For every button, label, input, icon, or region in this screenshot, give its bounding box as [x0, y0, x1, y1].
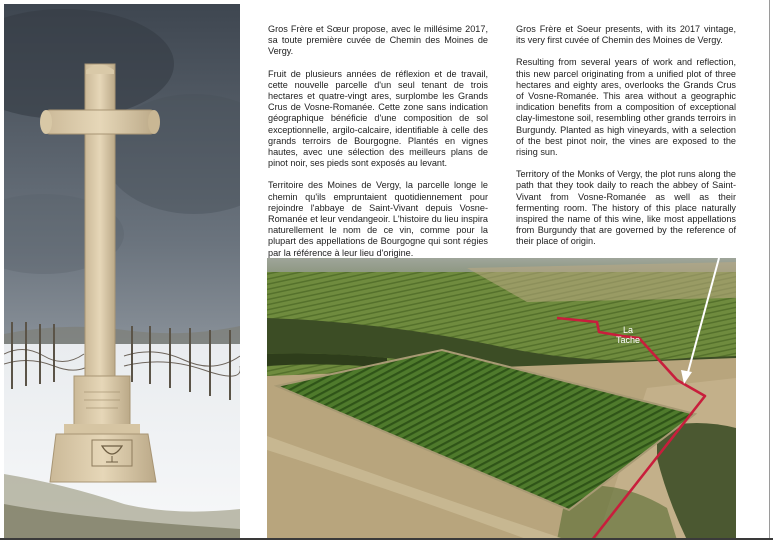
english-paragraph-2: Resulting from several years of work and reflection, this new parcel originating from a unified plot of three hectares and eighty ares, overlooks the Grands Crus of Vosne-Romanée. This area without a geographic indication benefits from a composition of exceptional clay-limestone soil, resembling other grands terroirs in Burgundy. Planted as high vineyards, with a selection of the best pinot noir, the vines are exposed to the rising sun.: [516, 57, 736, 158]
english-paragraph-1: Gros Frère et Soeur presents, with its 2017 vintage, its very first cuvée of Chemin des Moines de Vergy.: [516, 24, 736, 46]
french-paragraph-1: Gros Frère et Sœur propose, avec le millésime 2017, sa toute première cuvée de Chemin des Moines de Vergy.: [268, 24, 488, 57]
french-text-column: [268, 24, 488, 270]
page-edge-right: [769, 0, 770, 538]
french-paragraph-3: Territoire des Moines de Vergy, la parcelle longe le chemin qu'ils empruntaient quotidiennement pour rejoindre l'abbaye de Saint-Vivant depuis Vosne-Romanée et leur vendangeoir. L'histoire du lieu inspira naturellement le nom de ce vin, comme pour la plupart des appellations de Bourgogne qui sont régies par la référence à leur lieu d'origine.: [268, 180, 488, 258]
stone-cross-photo: [4, 4, 240, 538]
english-text-column: [516, 24, 736, 259]
map-label-la-tache: La Tache: [615, 325, 641, 345]
french-paragraph-2: Fruit de plusieurs années de réflexion et de travail, cette nouvelle parcelle d'un seul tenant de trois hectares et quatre-vingt ares, surplombe les Grands Crus de Vosne-Romanée. Cette zone sans indication géographique bénéficie d'une composition de sol exceptionnelle, argilo-calcaire, identifiable à celle des grands terroirs de Bourgogne. Plantés en vignes hautes, avec une sélection des meilleurs plans de pinot noir, ses pieds sont exposés au levant.: [268, 68, 488, 169]
english-paragraph-3: Territory of the Monks of Vergy, the plot runs along the path that they took daily to reach the abbey of Saint-Vivant from Vosne-Romanée as well as their fermenting room. The history of this place naturally inspired the name of this wine, like most appellations from Burgundy that are governed by the reference of their place of origin.: [516, 169, 736, 247]
aerial-vineyard-photo: [267, 258, 736, 540]
page-edge-bottom: [0, 538, 773, 540]
